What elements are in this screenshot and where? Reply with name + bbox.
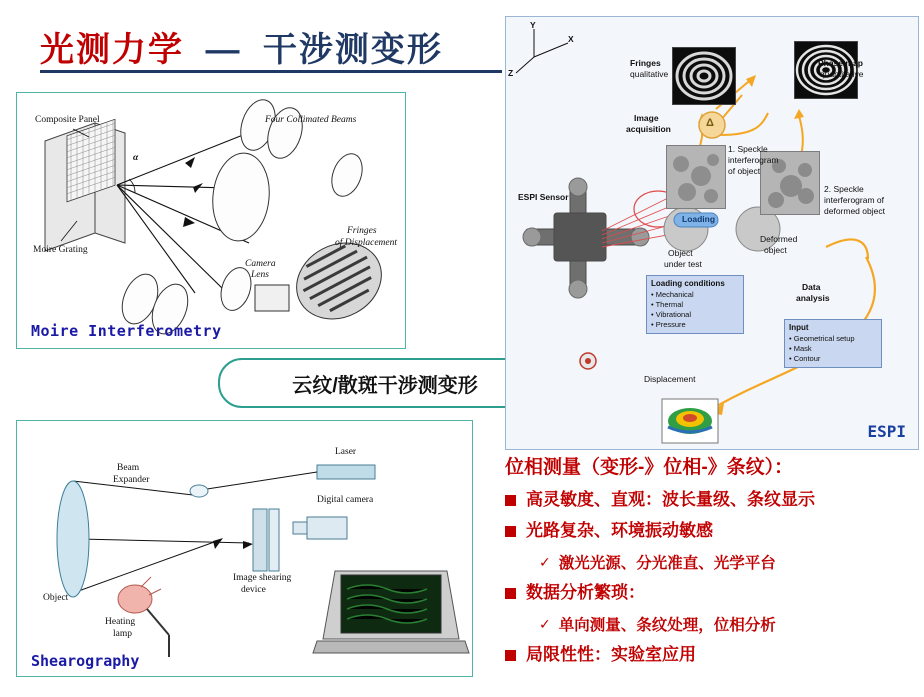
loading-conditions-item-3: • Pressure [651, 320, 686, 330]
axis-label-z: Z [508, 68, 514, 78]
label-speckle2-line1: 2. Speckle [824, 184, 864, 194]
label-speckle1-line2: interferogram [728, 155, 779, 165]
loading-conditions-item-1: • Thermal [651, 299, 684, 309]
label-phase-map-title: Phase map [818, 58, 863, 68]
label-four-collimated-beams: Four Collimated Beams [265, 115, 357, 125]
label-digital-camera: Digital camera [317, 495, 374, 505]
label-expander: Expander [113, 475, 150, 485]
label-heating: Heating [105, 617, 136, 627]
label-speckle1-line1: 1. Speckle [728, 144, 768, 154]
page-title [40, 22, 500, 74]
label-displacement: Displacement [644, 374, 696, 384]
label-fringes-sub: qualitative [630, 69, 669, 79]
axis-label-x: X [568, 34, 574, 44]
label-espi-sensor: ESPI Sensor [518, 192, 569, 202]
label-lens: Lens [251, 270, 269, 280]
bullet-text: 数据分析繁琐： [526, 583, 645, 603]
label-image-acquisition-1: Image [634, 113, 659, 123]
label-of-displacement: of Displacement [335, 238, 398, 248]
sub-bullet-text: 单向测量、条纹处理，位相分析 [558, 617, 776, 635]
bullet-item [505, 489, 917, 511]
sub-bullet-item [539, 551, 917, 573]
label-deformed-line2: object [764, 245, 787, 255]
loading-conditions-box [646, 275, 744, 334]
label-shearing-device: device [241, 585, 266, 595]
input-box-item-0: • Geometrical setup [789, 333, 855, 343]
label-image-acquisition-2: acquisition [626, 124, 671, 134]
speckle-interferogram-object-image [666, 145, 726, 209]
shearography-scene-svg [17, 421, 472, 676]
label-laser: Laser [335, 447, 357, 457]
label-moire-grating: Moire Grating [33, 245, 88, 255]
summary-text-block [505, 452, 917, 675]
bullet-text: 局限性性：实验室应用 [526, 645, 696, 665]
bullet-item [505, 644, 917, 666]
bullet-square-icon [505, 526, 516, 537]
input-box-item-1: • Mask [789, 343, 812, 353]
label-object: Object [43, 593, 69, 603]
bullet-text: 高灵敏度、直观：波长量级、条纹显示 [526, 490, 815, 509]
input-box-title: Input [789, 323, 809, 332]
label-composite-panel: Composite Panel [35, 115, 100, 125]
label-speckle2-line3: deformed object [824, 206, 885, 216]
label-beam: Beam [117, 463, 140, 473]
label-fringes-title: Fringes [630, 58, 661, 68]
input-box [784, 319, 882, 368]
moire-interferometry-figure [16, 92, 406, 349]
loading-conditions-item-0: • Mechanical [651, 289, 694, 299]
sub-bullet-text: 激光光源、分光准直、光学平台 [558, 555, 776, 573]
bullet-item [505, 520, 917, 542]
title-sub: 干涉测变形 [262, 31, 443, 69]
title-main: 光测力学 [40, 31, 184, 69]
bullet-square-icon [505, 495, 516, 506]
label-data-analysis-1: Data [802, 282, 821, 292]
label-phase-map-sub: quantitative [820, 69, 864, 79]
speckle-interferometry-callout [218, 358, 552, 408]
check-icon: ✓ [539, 554, 551, 571]
label-image-shearing: Image shearing [233, 573, 292, 583]
speckle-callout-text: 云纹/散斑干涉测变形 [292, 374, 478, 397]
label-deformed-line1: Deformed [760, 234, 798, 244]
sub-bullet-item [539, 613, 917, 635]
label-object-line1: Object [668, 248, 693, 258]
label-lamp: lamp [113, 629, 132, 639]
title-dash: — [205, 31, 242, 69]
title-underline [40, 70, 502, 73]
bullet-square-icon [505, 588, 516, 599]
shearography-figure [16, 420, 473, 677]
espi-figure [505, 16, 919, 450]
input-box-item-2: • Contour [789, 354, 821, 364]
espi-tag: ESPI [867, 422, 906, 441]
label-fringes: Fringes [347, 226, 377, 236]
bullet-square-icon [505, 650, 516, 661]
label-speckle1-line3: of object [728, 166, 761, 176]
label-loading: Loading [682, 214, 716, 224]
label-alpha: α [133, 153, 139, 163]
label-camera: Camera [245, 259, 276, 269]
summary-heading: 位相测量（变形-》位相-》条纹）： [505, 457, 794, 478]
axis-label-y: Y [530, 20, 536, 30]
label-data-analysis-2: analysis [796, 293, 830, 303]
loading-conditions-title: Loading conditions [651, 279, 725, 288]
label-delta: Δ [706, 117, 714, 129]
moire-caption: Moire Interferometry [31, 322, 222, 340]
shearography-caption: Shearography [31, 652, 140, 670]
bullet-text: 光路复杂、环境振动敏感 [526, 521, 713, 541]
loading-conditions-item-2: • Vibrational [651, 310, 692, 320]
check-icon: ✓ [539, 616, 551, 633]
fringes-image [672, 47, 736, 105]
label-object-line2: under test [664, 259, 702, 269]
moire-scene-svg [17, 93, 405, 348]
label-speckle2-line2: interferogram of [824, 195, 884, 205]
bullet-item [505, 582, 917, 604]
